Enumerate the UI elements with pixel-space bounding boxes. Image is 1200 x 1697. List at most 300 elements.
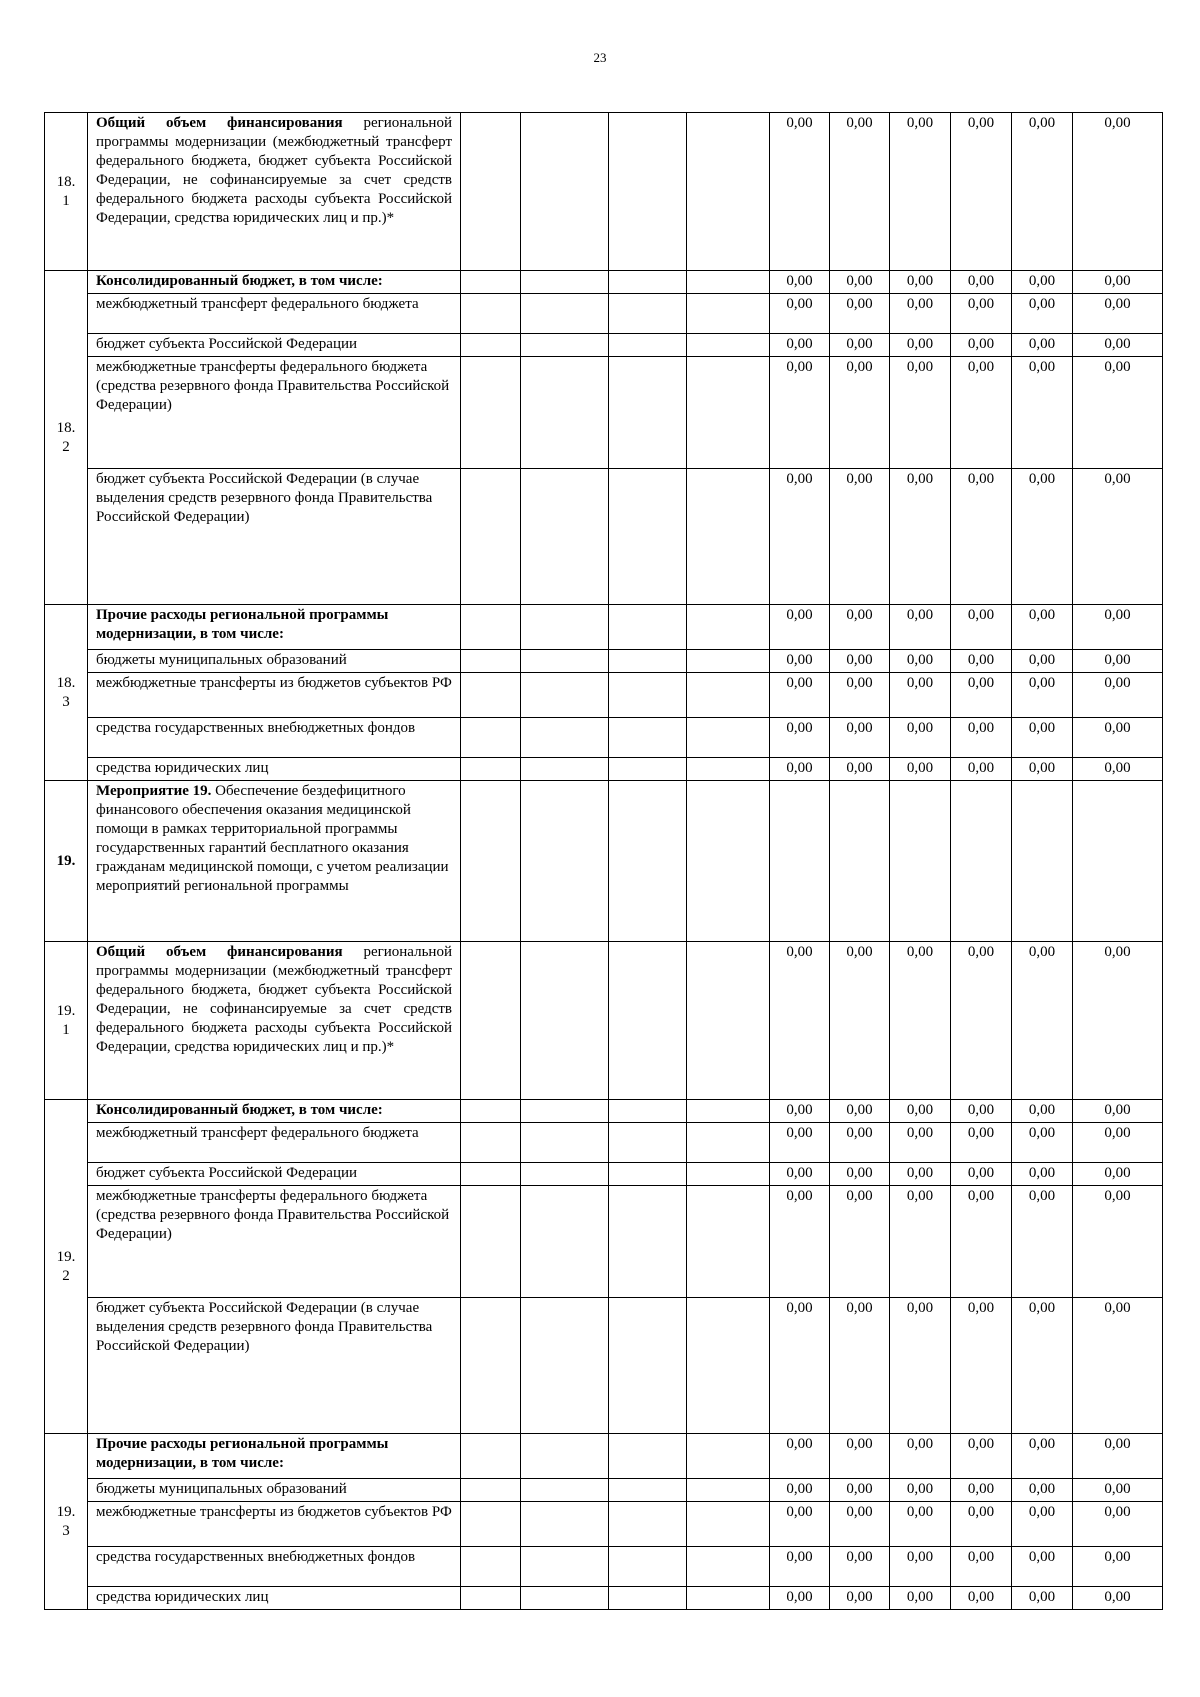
value-cell: 0,00 — [770, 605, 830, 650]
table-row — [45, 758, 1163, 781]
value-cell: 0,00 — [1073, 1547, 1163, 1587]
value-cell: 0,00 — [830, 605, 890, 650]
value-cell: 0,00 — [1012, 942, 1073, 1100]
value-cell — [1073, 781, 1163, 942]
value-cell: 0,00 — [830, 357, 890, 469]
row-description-bold: Прочие расходы региональной программы модернизации, в том числе: — [96, 607, 389, 642]
empty-cell — [687, 1163, 770, 1186]
value-cell: 0,00 — [830, 1123, 890, 1163]
value-cell: 0,00 — [770, 718, 830, 758]
value-cell: 0,00 — [1073, 1502, 1163, 1547]
value-cell: 0,00 — [770, 294, 830, 334]
value-cell: 0,00 — [1012, 113, 1073, 271]
empty-cell — [461, 758, 521, 781]
empty-cell — [521, 758, 609, 781]
value-cell: 0,00 — [890, 718, 951, 758]
table-row — [45, 1163, 1163, 1186]
row-description-bold: Общий объем финансирования — [96, 115, 343, 131]
table-row — [45, 469, 1163, 605]
value-cell: 0,00 — [830, 1186, 890, 1298]
value-cell: 0,00 — [1012, 357, 1073, 469]
value-cell: 0,00 — [890, 294, 951, 334]
empty-cell — [521, 1163, 609, 1186]
empty-cell — [687, 758, 770, 781]
value-cell: 0,00 — [1073, 605, 1163, 650]
value-cell: 0,00 — [951, 1163, 1012, 1186]
empty-cell — [687, 1123, 770, 1163]
table-row — [45, 1502, 1163, 1547]
value-cell: 0,00 — [770, 113, 830, 271]
table-row — [45, 1434, 1163, 1479]
table-row — [45, 334, 1163, 357]
value-cell: 0,00 — [1012, 1186, 1073, 1298]
value-cell: 0,00 — [890, 469, 951, 605]
row-description-text: бюджеты муниципальных образований — [96, 652, 347, 668]
table-row — [45, 781, 1163, 942]
empty-cell — [687, 271, 770, 294]
value-cell: 0,00 — [1012, 271, 1073, 294]
value-cell: 0,00 — [890, 758, 951, 781]
empty-cell — [687, 1186, 770, 1298]
empty-cell — [521, 271, 609, 294]
row-description-text: бюджет субъекта Российской Федерации — [96, 336, 358, 352]
empty-cell — [609, 1479, 687, 1502]
table-row — [45, 1547, 1163, 1587]
value-cell: 0,00 — [830, 673, 890, 718]
row-description-text: бюджет субъекта Российской Федерации — [96, 1165, 358, 1181]
empty-cell — [521, 673, 609, 718]
value-cell: 0,00 — [770, 469, 830, 605]
row-description — [88, 605, 461, 650]
row-description-text: региональной программы модернизации (межбюджетный трансферт федерального бюджета, бюджет субъекта Российской Федерации, не софинансируемые за счет средств федерального бюджета расходы субъекта Российской Федерации, средства юридических лиц и пр.)* — [96, 944, 452, 1055]
value-cell: 0,00 — [1073, 942, 1163, 1100]
section-number: 19. — [45, 781, 88, 942]
row-description — [88, 1434, 461, 1479]
empty-cell — [461, 357, 521, 469]
row-description — [88, 650, 461, 673]
value-cell: 0,00 — [1073, 758, 1163, 781]
page-number: 23 — [593, 50, 607, 65]
row-description — [88, 357, 461, 469]
empty-cell — [461, 1502, 521, 1547]
value-cell: 0,00 — [830, 1100, 890, 1123]
value-cell: 0,00 — [951, 1502, 1012, 1547]
empty-cell — [461, 673, 521, 718]
value-cell: 0,00 — [1012, 1163, 1073, 1186]
row-description-text: средства юридических лиц — [96, 1589, 269, 1605]
value-cell: 0,00 — [1012, 1479, 1073, 1502]
row-description-bold: Общий объем финансирования — [96, 944, 343, 960]
row-description-bold: Мероприятие 19. — [96, 783, 212, 799]
empty-cell — [609, 1100, 687, 1123]
empty-cell — [461, 1434, 521, 1479]
value-cell: 0,00 — [890, 1123, 951, 1163]
empty-cell — [687, 1298, 770, 1434]
value-cell: 0,00 — [890, 357, 951, 469]
empty-cell — [461, 334, 521, 357]
value-cell: 0,00 — [951, 758, 1012, 781]
value-cell: 0,00 — [770, 650, 830, 673]
empty-cell — [461, 294, 521, 334]
empty-cell — [461, 1298, 521, 1434]
value-cell: 0,00 — [830, 1547, 890, 1587]
value-cell: 0,00 — [770, 942, 830, 1100]
section-number: 18. 1 — [45, 113, 88, 271]
empty-cell — [609, 1298, 687, 1434]
empty-cell — [609, 113, 687, 271]
value-cell: 0,00 — [890, 1587, 951, 1610]
row-description — [88, 469, 461, 605]
value-cell: 0,00 — [770, 1547, 830, 1587]
empty-cell — [521, 113, 609, 271]
value-cell: 0,00 — [770, 1587, 830, 1610]
empty-cell — [609, 605, 687, 650]
empty-cell — [461, 718, 521, 758]
empty-cell — [609, 1434, 687, 1479]
empty-cell — [521, 1100, 609, 1123]
value-cell: 0,00 — [830, 1434, 890, 1479]
empty-cell — [687, 718, 770, 758]
row-description — [88, 758, 461, 781]
empty-cell — [687, 942, 770, 1100]
value-cell: 0,00 — [1073, 1587, 1163, 1610]
empty-cell — [609, 1502, 687, 1547]
row-description-text: Обеспечение бездефицитного финансового обеспечения оказания медицинской помощи в рамках территориальной программы государственных гарантий бесплатного оказания гражданам медицинской помощи, с учетом реализации мероприятий региональной программы — [96, 783, 449, 894]
empty-cell — [461, 1479, 521, 1502]
empty-cell — [687, 334, 770, 357]
table-row — [45, 294, 1163, 334]
value-cell: 0,00 — [1073, 469, 1163, 605]
value-cell: 0,00 — [890, 1163, 951, 1186]
row-description — [88, 271, 461, 294]
row-description — [88, 294, 461, 334]
empty-cell — [521, 1123, 609, 1163]
value-cell: 0,00 — [830, 1502, 890, 1547]
value-cell: 0,00 — [830, 294, 890, 334]
empty-cell — [521, 605, 609, 650]
value-cell: 0,00 — [1073, 673, 1163, 718]
value-cell: 0,00 — [951, 1186, 1012, 1298]
row-description — [88, 781, 461, 942]
row-description — [88, 673, 461, 718]
value-cell: 0,00 — [770, 1298, 830, 1434]
value-cell: 0,00 — [890, 1100, 951, 1123]
value-cell: 0,00 — [951, 1298, 1012, 1434]
value-cell: 0,00 — [770, 673, 830, 718]
value-cell: 0,00 — [830, 1479, 890, 1502]
value-cell: 0,00 — [1073, 1123, 1163, 1163]
value-cell: 0,00 — [1012, 1434, 1073, 1479]
empty-cell — [521, 1479, 609, 1502]
value-cell: 0,00 — [770, 1163, 830, 1186]
row-description — [88, 1100, 461, 1123]
row-description-text: средства государственных внебюджетных фондов — [96, 1549, 416, 1565]
value-cell: 0,00 — [1012, 1502, 1073, 1547]
empty-cell — [609, 1547, 687, 1587]
value-cell — [770, 781, 830, 942]
empty-cell — [609, 673, 687, 718]
value-cell: 0,00 — [890, 942, 951, 1100]
empty-cell — [609, 1123, 687, 1163]
value-cell: 0,00 — [1073, 1479, 1163, 1502]
empty-cell — [687, 1502, 770, 1547]
table-row — [45, 113, 1163, 271]
table-row — [45, 605, 1163, 650]
value-cell: 0,00 — [830, 650, 890, 673]
empty-cell — [609, 1186, 687, 1298]
row-description-bold: Консолидированный бюджет, в том числе: — [96, 273, 383, 289]
value-cell: 0,00 — [1012, 334, 1073, 357]
value-cell: 0,00 — [1073, 294, 1163, 334]
row-description — [88, 942, 461, 1100]
value-cell: 0,00 — [890, 1434, 951, 1479]
value-cell: 0,00 — [1012, 294, 1073, 334]
empty-cell — [521, 1547, 609, 1587]
value-cell: 0,00 — [770, 357, 830, 469]
empty-cell — [687, 1434, 770, 1479]
empty-cell — [461, 1547, 521, 1587]
value-cell — [830, 781, 890, 942]
value-cell: 0,00 — [890, 113, 951, 271]
empty-cell — [521, 357, 609, 469]
table-row — [45, 357, 1163, 469]
row-description-text: средства юридических лиц — [96, 760, 269, 776]
value-cell: 0,00 — [770, 1186, 830, 1298]
value-cell: 0,00 — [1073, 271, 1163, 294]
row-description-text: средства государственных внебюджетных фондов — [96, 720, 416, 736]
value-cell: 0,00 — [951, 1123, 1012, 1163]
value-cell: 0,00 — [1073, 357, 1163, 469]
value-cell: 0,00 — [1012, 1587, 1073, 1610]
empty-cell — [687, 1547, 770, 1587]
value-cell: 0,00 — [1073, 1434, 1163, 1479]
value-cell: 0,00 — [951, 113, 1012, 271]
table-row — [45, 650, 1163, 673]
empty-cell — [521, 1587, 609, 1610]
row-description — [88, 718, 461, 758]
empty-cell — [521, 1434, 609, 1479]
value-cell: 0,00 — [951, 605, 1012, 650]
value-cell: 0,00 — [890, 1479, 951, 1502]
value-cell: 0,00 — [890, 1547, 951, 1587]
value-cell: 0,00 — [951, 1547, 1012, 1587]
table-row — [45, 271, 1163, 294]
row-description — [88, 1547, 461, 1587]
value-cell: 0,00 — [830, 758, 890, 781]
empty-cell — [461, 1123, 521, 1163]
value-cell: 0,00 — [951, 718, 1012, 758]
value-cell: 0,00 — [951, 1587, 1012, 1610]
value-cell: 0,00 — [1073, 1100, 1163, 1123]
table-row — [45, 942, 1163, 1100]
section-number: 19. 2 — [45, 1100, 88, 1434]
value-cell: 0,00 — [1073, 113, 1163, 271]
empty-cell — [687, 605, 770, 650]
value-cell: 0,00 — [1012, 1547, 1073, 1587]
value-cell: 0,00 — [1012, 1100, 1073, 1123]
empty-cell — [521, 650, 609, 673]
row-description-text: межбюджетный трансферт федерального бюджета — [96, 296, 419, 312]
value-cell: 0,00 — [770, 271, 830, 294]
empty-cell — [609, 334, 687, 357]
value-cell: 0,00 — [890, 271, 951, 294]
empty-cell — [461, 1100, 521, 1123]
table-row — [45, 718, 1163, 758]
empty-cell — [521, 469, 609, 605]
empty-cell — [609, 294, 687, 334]
value-cell: 0,00 — [830, 1298, 890, 1434]
empty-cell — [521, 942, 609, 1100]
empty-cell — [521, 334, 609, 357]
value-cell: 0,00 — [770, 1123, 830, 1163]
empty-cell — [521, 781, 609, 942]
row-description-text: бюджет субъекта Российской Федерации (в случае выделения средств резервного фонда Правительства Российской Федерации) — [96, 471, 433, 525]
value-cell: 0,00 — [1012, 650, 1073, 673]
section-number: 19. 1 — [45, 942, 88, 1100]
empty-cell — [609, 758, 687, 781]
empty-cell — [521, 718, 609, 758]
row-description — [88, 1123, 461, 1163]
empty-cell — [521, 1298, 609, 1434]
empty-cell — [461, 469, 521, 605]
value-cell: 0,00 — [1012, 1123, 1073, 1163]
table-row — [45, 1123, 1163, 1163]
value-cell: 0,00 — [951, 1479, 1012, 1502]
value-cell: 0,00 — [770, 1100, 830, 1123]
table-row — [45, 1100, 1163, 1123]
row-description — [88, 334, 461, 357]
value-cell: 0,00 — [951, 673, 1012, 718]
row-description-text: межбюджетные трансферты федерального бюджета (средства резервного фонда Правительства Российской Федерации) — [96, 1188, 450, 1242]
empty-cell — [461, 1163, 521, 1186]
value-cell: 0,00 — [890, 605, 951, 650]
value-cell: 0,00 — [951, 650, 1012, 673]
empty-cell — [461, 650, 521, 673]
row-description-text: региональной программы модернизации (межбюджетный трансферт федерального бюджета, бюджет субъекта Российской Федерации, не софинансируемые за счет средств федерального бюджета расходы субъекта Российской Федерации, средства юридических лиц и пр.)* — [96, 115, 452, 226]
empty-cell — [461, 942, 521, 1100]
value-cell: 0,00 — [830, 469, 890, 605]
empty-cell — [687, 781, 770, 942]
value-cell: 0,00 — [770, 1502, 830, 1547]
value-cell: 0,00 — [770, 1479, 830, 1502]
row-description-text: межбюджетный трансферт федерального бюджета — [96, 1125, 419, 1141]
empty-cell — [461, 113, 521, 271]
empty-cell — [609, 650, 687, 673]
empty-cell — [687, 294, 770, 334]
value-cell: 0,00 — [830, 718, 890, 758]
value-cell: 0,00 — [951, 1434, 1012, 1479]
value-cell — [1012, 781, 1073, 942]
value-cell: 0,00 — [951, 294, 1012, 334]
value-cell: 0,00 — [890, 334, 951, 357]
value-cell: 0,00 — [830, 334, 890, 357]
empty-cell — [461, 271, 521, 294]
empty-cell — [687, 469, 770, 605]
value-cell: 0,00 — [951, 334, 1012, 357]
value-cell: 0,00 — [1073, 718, 1163, 758]
empty-cell — [687, 357, 770, 469]
value-cell: 0,00 — [890, 1298, 951, 1434]
empty-cell — [609, 942, 687, 1100]
value-cell — [890, 781, 951, 942]
row-description — [88, 1587, 461, 1610]
value-cell: 0,00 — [951, 469, 1012, 605]
value-cell: 0,00 — [770, 758, 830, 781]
empty-cell — [687, 673, 770, 718]
section-number: 18. 2 — [45, 271, 88, 605]
row-description — [88, 1479, 461, 1502]
empty-cell — [609, 357, 687, 469]
empty-cell — [521, 294, 609, 334]
value-cell: 0,00 — [890, 650, 951, 673]
row-description-bold: Прочие расходы региональной программы модернизации, в том числе: — [96, 1436, 389, 1471]
table-row — [45, 1587, 1163, 1610]
section-number: 18. 3 — [45, 605, 88, 781]
section-number: 19. 3 — [45, 1434, 88, 1610]
empty-cell — [687, 1479, 770, 1502]
row-description-text: бюджеты муниципальных образований — [96, 1481, 347, 1497]
empty-cell — [609, 271, 687, 294]
empty-cell — [521, 1186, 609, 1298]
empty-cell — [609, 781, 687, 942]
table-row — [45, 673, 1163, 718]
empty-cell — [609, 469, 687, 605]
value-cell: 0,00 — [770, 1434, 830, 1479]
value-cell: 0,00 — [830, 113, 890, 271]
value-cell: 0,00 — [830, 271, 890, 294]
value-cell: 0,00 — [1012, 605, 1073, 650]
value-cell: 0,00 — [830, 942, 890, 1100]
empty-cell — [521, 1502, 609, 1547]
table-row — [45, 1186, 1163, 1298]
empty-cell — [609, 1587, 687, 1610]
table-row — [45, 1298, 1163, 1434]
empty-cell — [687, 1100, 770, 1123]
value-cell: 0,00 — [770, 334, 830, 357]
row-description — [88, 1502, 461, 1547]
row-description — [88, 1298, 461, 1434]
row-description-text: межбюджетные трансферты из бюджетов субъектов РФ — [96, 1504, 452, 1520]
table-row — [45, 1479, 1163, 1502]
row-description-text: бюджет субъекта Российской Федерации (в случае выделения средств резервного фонда Правительства Российской Федерации) — [96, 1300, 433, 1354]
empty-cell — [461, 781, 521, 942]
value-cell: 0,00 — [1012, 673, 1073, 718]
row-description-text: межбюджетные трансферты из бюджетов субъектов РФ — [96, 675, 452, 691]
empty-cell — [687, 1587, 770, 1610]
value-cell: 0,00 — [890, 1186, 951, 1298]
value-cell: 0,00 — [830, 1587, 890, 1610]
row-description — [88, 1163, 461, 1186]
empty-cell — [687, 650, 770, 673]
financing-table — [44, 112, 1163, 1610]
empty-cell — [461, 605, 521, 650]
value-cell: 0,00 — [951, 1100, 1012, 1123]
value-cell: 0,00 — [1073, 650, 1163, 673]
value-cell: 0,00 — [1073, 1163, 1163, 1186]
value-cell: 0,00 — [1012, 718, 1073, 758]
empty-cell — [609, 1163, 687, 1186]
value-cell: 0,00 — [951, 942, 1012, 1100]
empty-cell — [461, 1587, 521, 1610]
value-cell: 0,00 — [951, 357, 1012, 469]
value-cell: 0,00 — [1012, 469, 1073, 605]
value-cell: 0,00 — [1073, 1298, 1163, 1434]
value-cell: 0,00 — [951, 271, 1012, 294]
row-description — [88, 1186, 461, 1298]
row-description-bold: Консолидированный бюджет, в том числе: — [96, 1102, 383, 1118]
value-cell — [951, 781, 1012, 942]
empty-cell — [461, 1186, 521, 1298]
